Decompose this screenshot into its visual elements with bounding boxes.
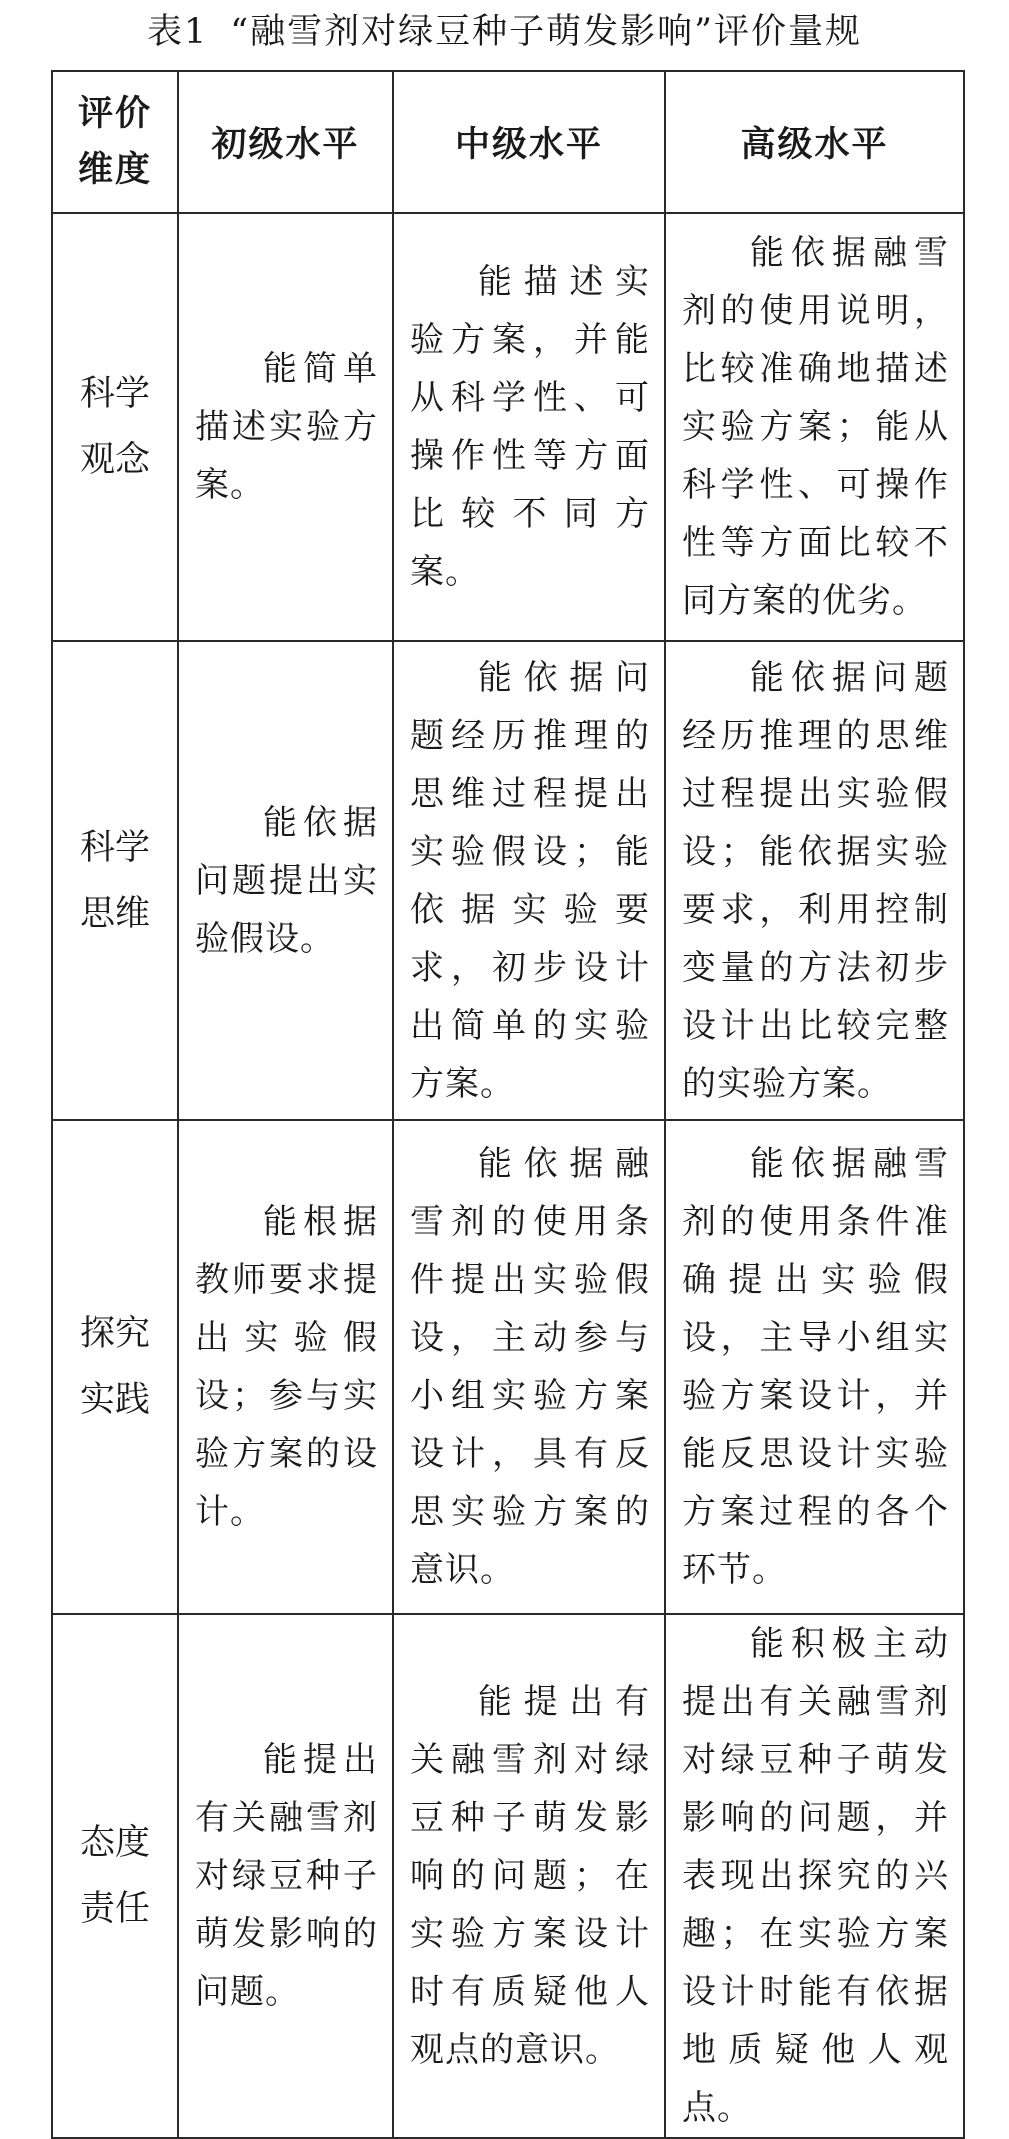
table-row bbox=[52, 1120, 964, 1614]
table-caption bbox=[0, 8, 1009, 56]
level-intermediate-cell bbox=[393, 213, 665, 641]
level-intermediate-cell bbox=[393, 641, 665, 1120]
evaluation-rubric-table bbox=[51, 70, 965, 2139]
level-advanced-cell bbox=[665, 213, 964, 641]
dimension-cell bbox=[52, 1120, 178, 1614]
level-basic-cell bbox=[178, 1120, 393, 1614]
level-advanced-text: 能积极主动提出有关融雪剂对绿豆种子萌发影响的问题，并表现出探究的兴趣；在实验方案设计时能有依据地质疑他人观点。 bbox=[682, 1624, 949, 2128]
table-row bbox=[52, 213, 964, 641]
level-basic-text: 能依据问题提出实验假设。 bbox=[195, 802, 378, 959]
level-advanced-text: 能依据融雪剂的使用说明，比较准确地描述实验方案；能从科学性、可操作性等方面比较不同方案的优劣。 bbox=[682, 233, 949, 621]
dimension-line1: 科学 bbox=[79, 827, 150, 868]
level-basic-text: 能根据教师要求提出实验假设；参与实验方案的设计。 bbox=[195, 1202, 378, 1532]
dimension-cell bbox=[52, 1614, 178, 2138]
dimension-cell bbox=[52, 641, 178, 1120]
header-level-intermediate: 中级水平 bbox=[393, 71, 665, 213]
dimension-line1: 科学 bbox=[79, 374, 150, 414]
level-intermediate-cell bbox=[393, 1614, 665, 2138]
level-intermediate-text: 能提出有关融雪剂对绿豆种子萌发影响的问题；在实验方案设计时有质疑他人观点的意识。 bbox=[410, 1682, 650, 2070]
table-number: 表1 bbox=[146, 12, 209, 52]
level-intermediate-text: 能依据融雪剂的使用条件提出实验假设，主动参与小组实验方案设计，具有反思实验方案的意识。 bbox=[410, 1144, 650, 1590]
level-advanced-text: 能依据问题经历推理的思维过程提出实验假设；能依据实验要求，利用控制变量的方法初步设计出比较完整的实验方案。 bbox=[682, 657, 949, 1104]
dimension-line2: 责任 bbox=[79, 1889, 150, 1929]
level-intermediate-cell bbox=[393, 1120, 665, 1614]
table-header-row bbox=[52, 71, 964, 213]
dimension-line1: 探究 bbox=[79, 1314, 150, 1354]
dimension-line1: 态度 bbox=[79, 1823, 150, 1863]
header-level-basic: 初级水平 bbox=[178, 71, 393, 213]
level-basic-cell bbox=[178, 213, 393, 641]
level-basic-text: 能简单描述实验方案。 bbox=[195, 349, 378, 505]
level-basic-text: 能提出有关融雪剂对绿豆种子萌发影响的问题。 bbox=[195, 1740, 378, 2012]
level-advanced-cell bbox=[665, 1120, 964, 1614]
header-dimension bbox=[52, 71, 178, 213]
table-row bbox=[52, 641, 964, 1120]
level-intermediate-text: 能依据问题经历推理的思维过程提出实验假设；能依据实验要求，初步设计出简单的实验方案。 bbox=[410, 657, 650, 1104]
level-basic-cell bbox=[178, 1614, 393, 2138]
level-intermediate-text: 能描述实验方案，并能从科学性、可操作性等方面比较不同方案。 bbox=[410, 262, 650, 592]
dimension-line2: 观念 bbox=[79, 440, 150, 480]
dimension-line2: 思维 bbox=[79, 893, 150, 934]
dimension-cell bbox=[52, 213, 178, 641]
level-advanced-cell bbox=[665, 1614, 964, 2138]
level-advanced-cell bbox=[665, 641, 964, 1120]
level-basic-cell bbox=[178, 641, 393, 1120]
table-row bbox=[52, 1614, 964, 2138]
header-level-advanced: 高级水平 bbox=[665, 71, 964, 213]
level-advanced-text: 能依据融雪剂的使用条件准确提出实验假设，主导小组实验方案设计，并能反思设计实验方案过程的各个环节。 bbox=[682, 1144, 949, 1590]
header-dimension-line1: 评价 bbox=[77, 94, 152, 134]
header-dimension-line2: 维度 bbox=[77, 150, 152, 190]
dimension-line2: 实践 bbox=[79, 1380, 150, 1420]
table-title: “融雪剂对绿豆种子萌发影响”评价量规 bbox=[230, 12, 863, 52]
